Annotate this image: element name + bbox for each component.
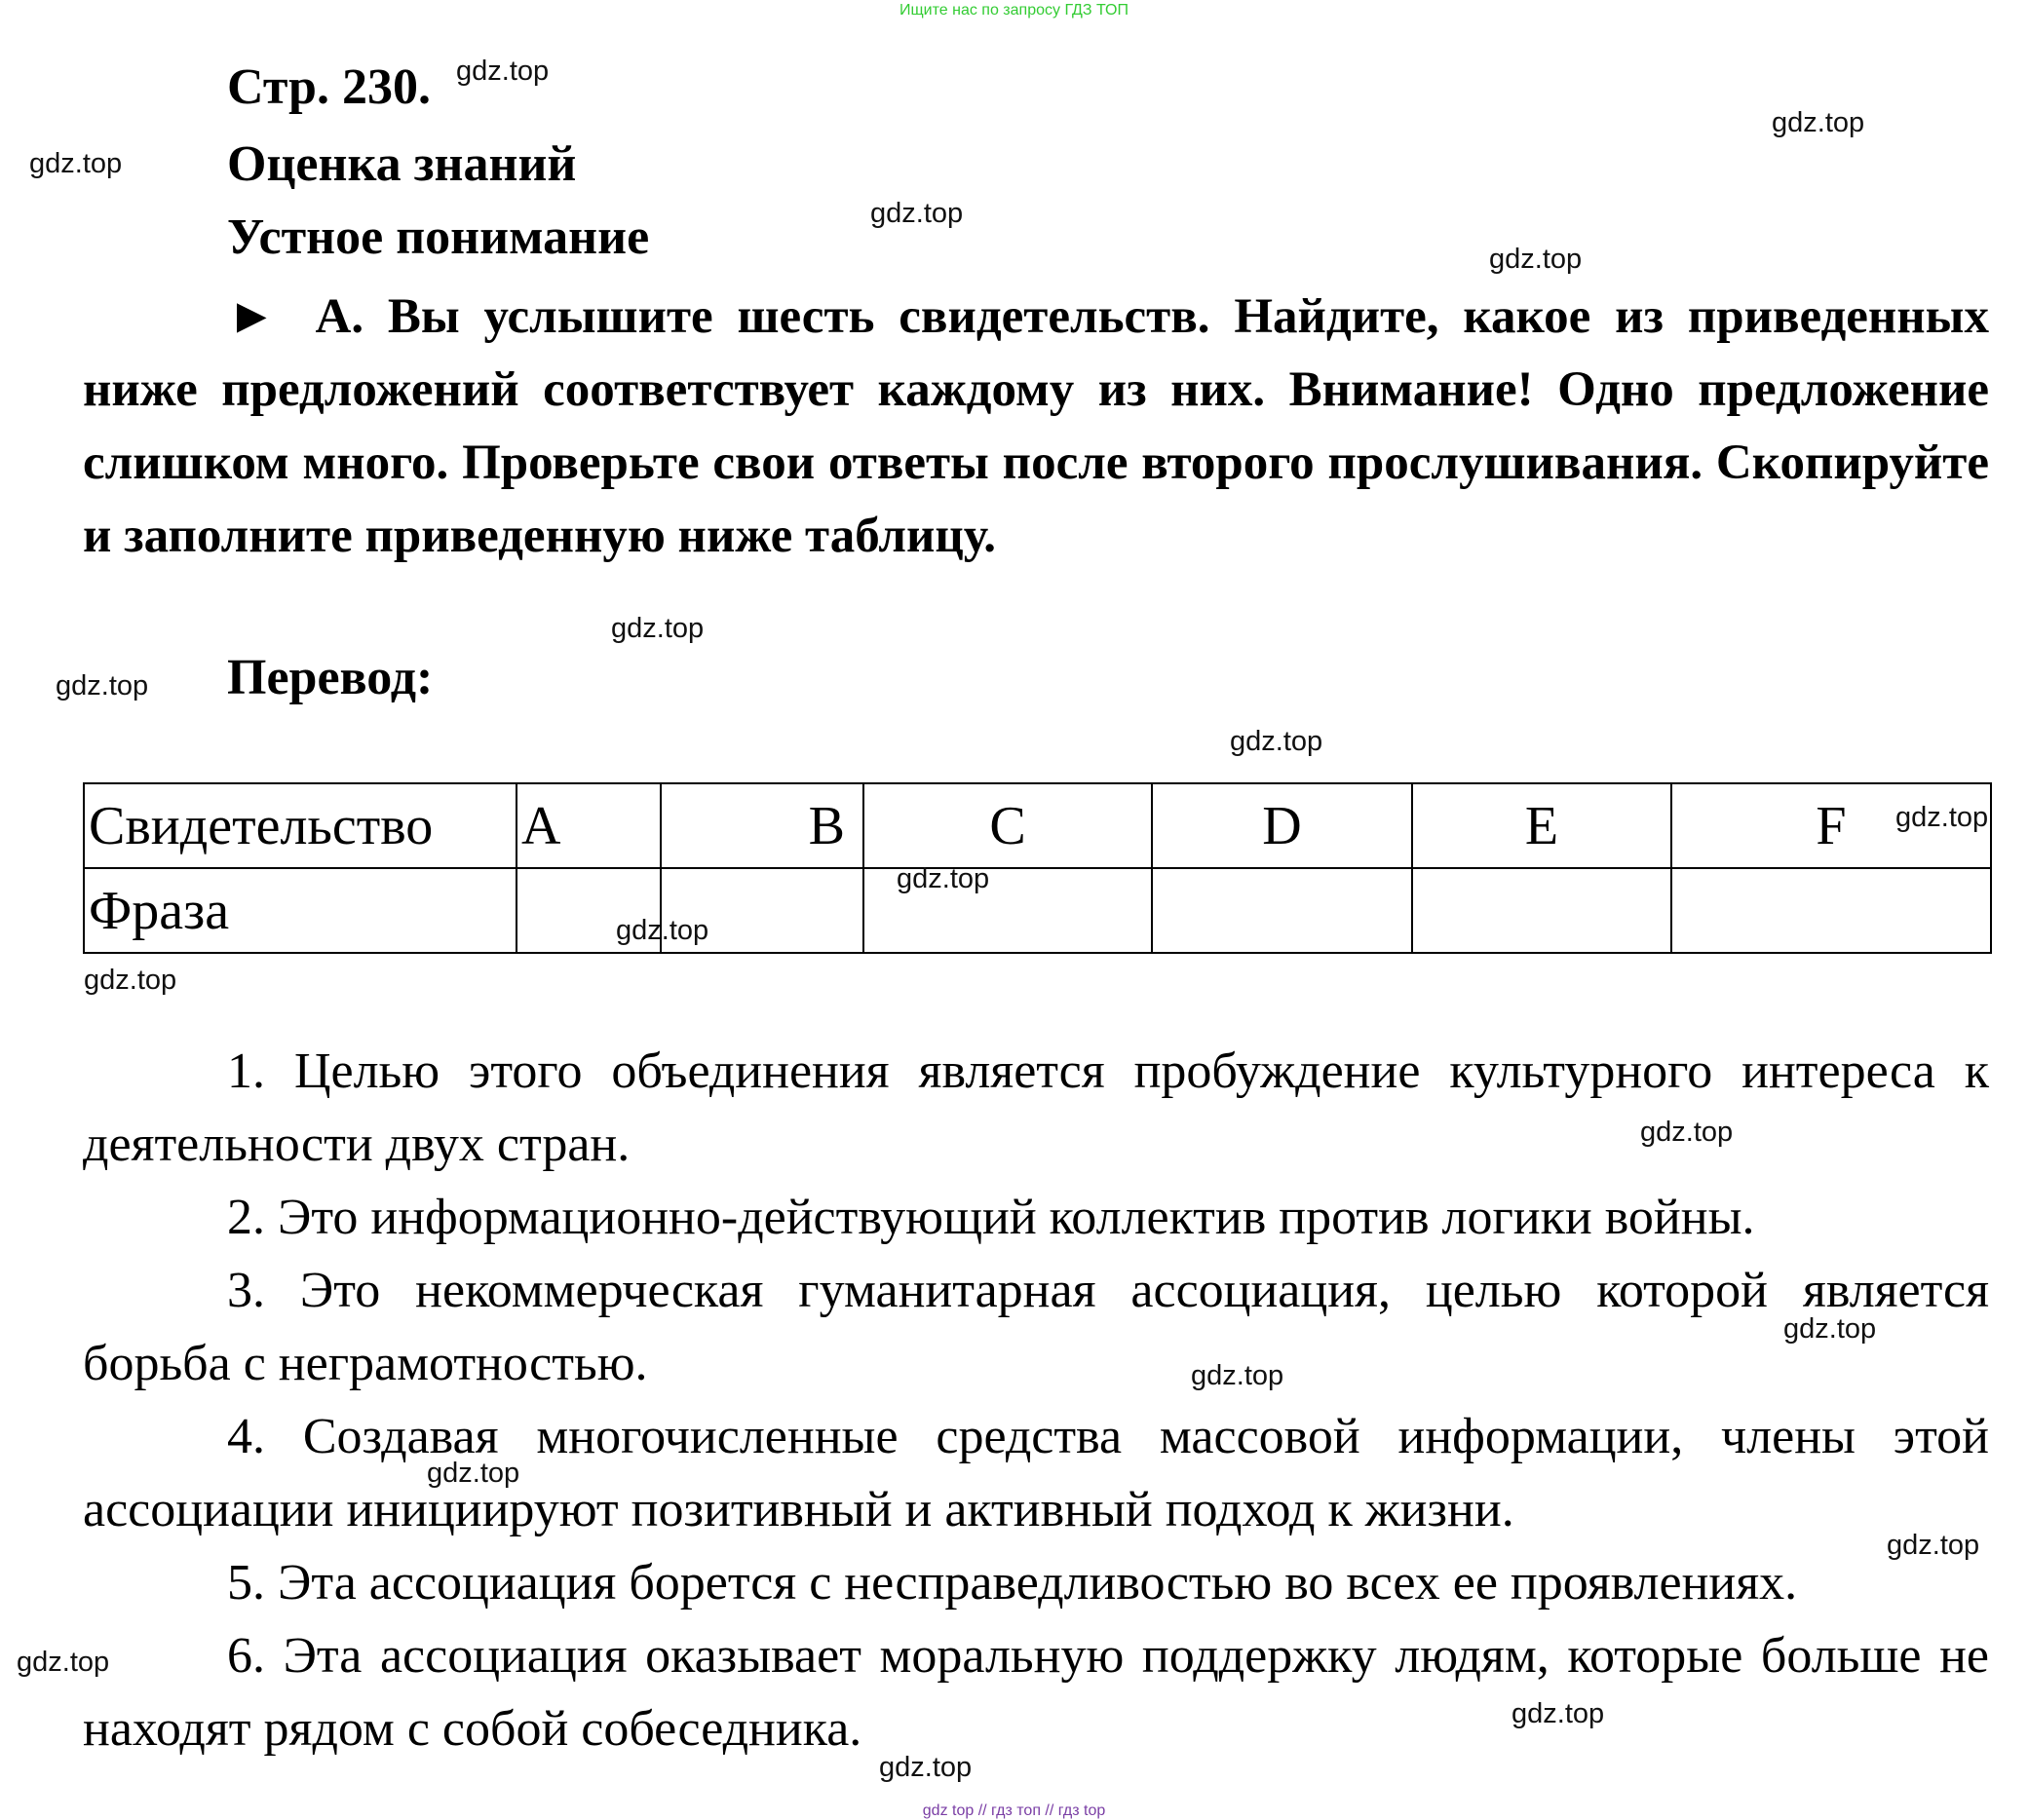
answer-cell-f xyxy=(1671,868,1991,953)
watermark: gdz.top xyxy=(1895,802,1989,833)
play-arrow-icon: ► xyxy=(227,289,277,344)
watermark: gdz.top xyxy=(897,863,990,894)
column-header-c: C xyxy=(863,783,1152,868)
watermark: gdz.top xyxy=(1511,1698,1605,1729)
watermark: gdz.top xyxy=(1191,1360,1284,1391)
footer-links: gdz top // гдз топ // гдз top xyxy=(922,1802,1106,1819)
list-item: 3. Это некоммерческая гуманитарная ассоциация, целью которой является борьба с неграмотностью. xyxy=(83,1263,1989,1391)
translation-label: Перевод: xyxy=(227,650,434,705)
list-item: 4. Создавая многочисленные средства массовой информации, члены этой ассоциации инициируют позитивный и активный подход к жизни. xyxy=(83,1409,1989,1537)
answer-cell-e xyxy=(1412,868,1671,953)
subsection-title: Устное понимание xyxy=(227,209,650,265)
section-title: Оценка знаний xyxy=(227,136,577,192)
list-item: 2. Это информационно-действующий коллектив против логики войны. xyxy=(227,1190,1755,1245)
watermark: gdz.top xyxy=(870,198,964,229)
watermark: gdz.top xyxy=(456,56,550,87)
page-number: Стр. 230. xyxy=(227,59,431,115)
row-label-testimony: Свидетельство xyxy=(84,783,517,868)
watermark: gdz.top xyxy=(84,965,177,996)
watermark: gdz.top xyxy=(29,148,123,179)
watermark: gdz.top xyxy=(1489,244,1583,275)
column-header-a: A xyxy=(517,783,661,868)
watermark: gdz.top xyxy=(879,1752,973,1783)
column-header-e: E xyxy=(1412,783,1671,868)
watermark: gdz.top xyxy=(17,1647,110,1678)
column-header-b: B xyxy=(661,783,863,868)
answer-table xyxy=(83,782,1992,954)
list-item: 5. Эта ассоциация борется с несправедливостью во всех ее проявлениях. xyxy=(227,1555,1798,1611)
task-text: A. Вы услышите шесть свидетельств. Найдите, какое из приведенных ниже предложений соответствует каждому из них. Внимание! Одно предложение слишком много. Проверьте свои ответы после второго прослушивания. Скопируйте и заполните приведенную ниже таблицу. xyxy=(83,289,1989,563)
answer-cell-d xyxy=(1152,868,1412,953)
watermark: gdz.top xyxy=(427,1458,520,1489)
watermark: gdz.top xyxy=(616,915,709,946)
watermark: gdz.top xyxy=(1887,1530,1980,1561)
table-row xyxy=(84,868,1991,953)
watermark: gdz.top xyxy=(1783,1313,1877,1345)
watermark: gdz.top xyxy=(1230,726,1323,757)
list-item: 6. Эта ассоциация оказывает моральную поддержку людям, которые больше не находят рядом с собой собеседника. xyxy=(83,1628,1989,1757)
watermark: gdz.top xyxy=(1772,107,1865,138)
watermark: gdz.top xyxy=(1640,1117,1734,1148)
column-header-d: D xyxy=(1152,783,1412,868)
row-label-phrase: Фраза xyxy=(84,868,517,953)
top-banner: Ищите нас по запросу ГДЗ ТОП xyxy=(899,2,1129,19)
column-header-f: F xyxy=(1671,783,1991,868)
task-instructions xyxy=(83,281,1989,573)
list-item: 1. Целью этого объединения является пробуждение культурного интереса к деятельности двух стран. xyxy=(83,1043,1989,1172)
watermark: gdz.top xyxy=(611,613,705,644)
watermark: gdz.top xyxy=(56,670,149,701)
table-row xyxy=(84,783,1991,868)
